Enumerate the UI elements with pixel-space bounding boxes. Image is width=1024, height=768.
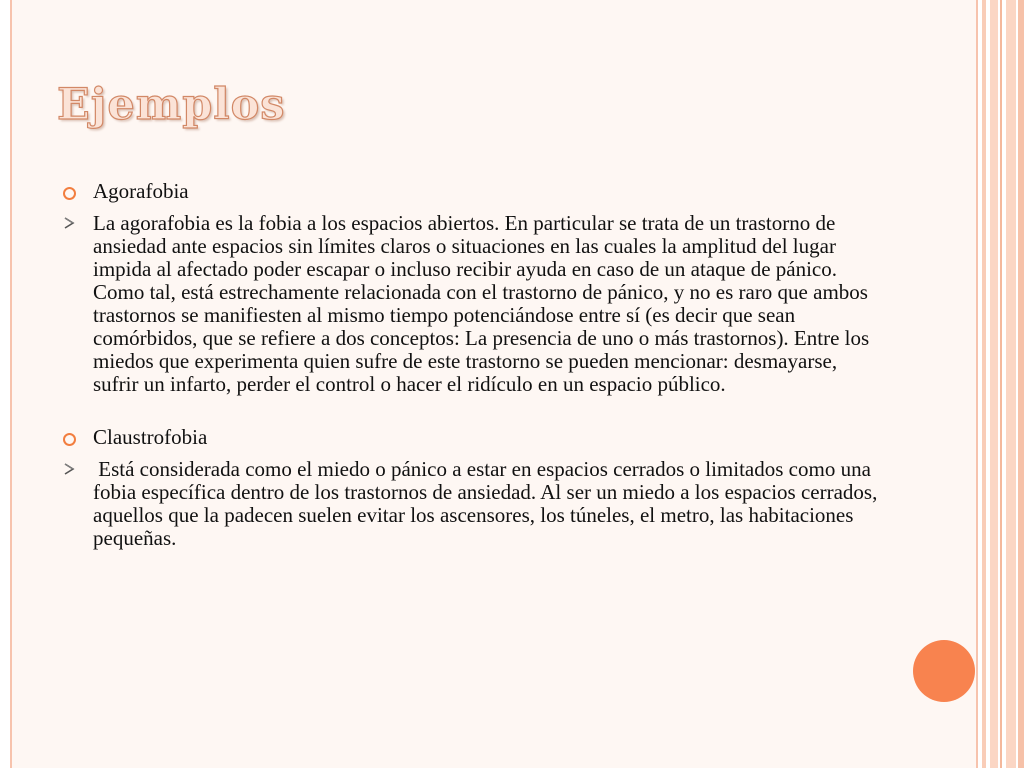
bullet-heading-claustrofobia (62, 426, 882, 449)
circle-bullet-icon (63, 187, 76, 200)
slide-title: Ejemplos (57, 80, 286, 130)
circle-bullet-icon (63, 433, 76, 446)
bullet-heading-agorafobia (62, 180, 882, 203)
slide-content (62, 180, 882, 550)
decor-stripe (1018, 0, 1024, 768)
section-body: La agorafobia es la fobia a los espacios abiertos. En particular se trata de un trastorno de ansiedad ante espacios sin límites claros o situaciones en las cuales la amplitud del lugar impida al afectado poder escapar o incluso recibir ayuda en caso de un ataque de pánico. Como tal, está estrechamente relacionada con el trastorno de pánico, y no es raro que ambos trastornos se manifiesten al mismo tiempo potenciándose entre sí (es decir que sean comórbidos, que se refiere a dos conceptos: La presencia de uno o más trastornos). Entre los miedos que experimenta quien sufre de este trastorno se pueden mencionar: desmayarse, sufrir un infarto, perder el control o hacer el ridículo en un espacio público. (93, 211, 870, 396)
decor-circle (913, 640, 975, 702)
arrow-bullet-icon (62, 216, 76, 230)
bullet-body-claustrofobia (62, 458, 882, 550)
section-heading: Claustrofobia (93, 425, 208, 449)
decor-stripe (990, 0, 998, 768)
section-heading: Agorafobia (93, 179, 189, 203)
decor-stripe (982, 0, 986, 768)
bullet-body-agorafobia (62, 212, 882, 396)
decor-stripe (1000, 0, 1002, 768)
section-body: Está considerada como el miedo o pánico a estar en espacios cerrados o limitados como una fobia específica dentro de los trastornos de ansiedad. Al ser un miedo a los espacios cerrados, aquellos que la padecen suelen evitar los ascensores, los túneles, el metro, las habitaciones pequeñas. (93, 457, 883, 550)
decor-stripe (1006, 0, 1016, 768)
arrow-bullet-icon (62, 462, 76, 476)
